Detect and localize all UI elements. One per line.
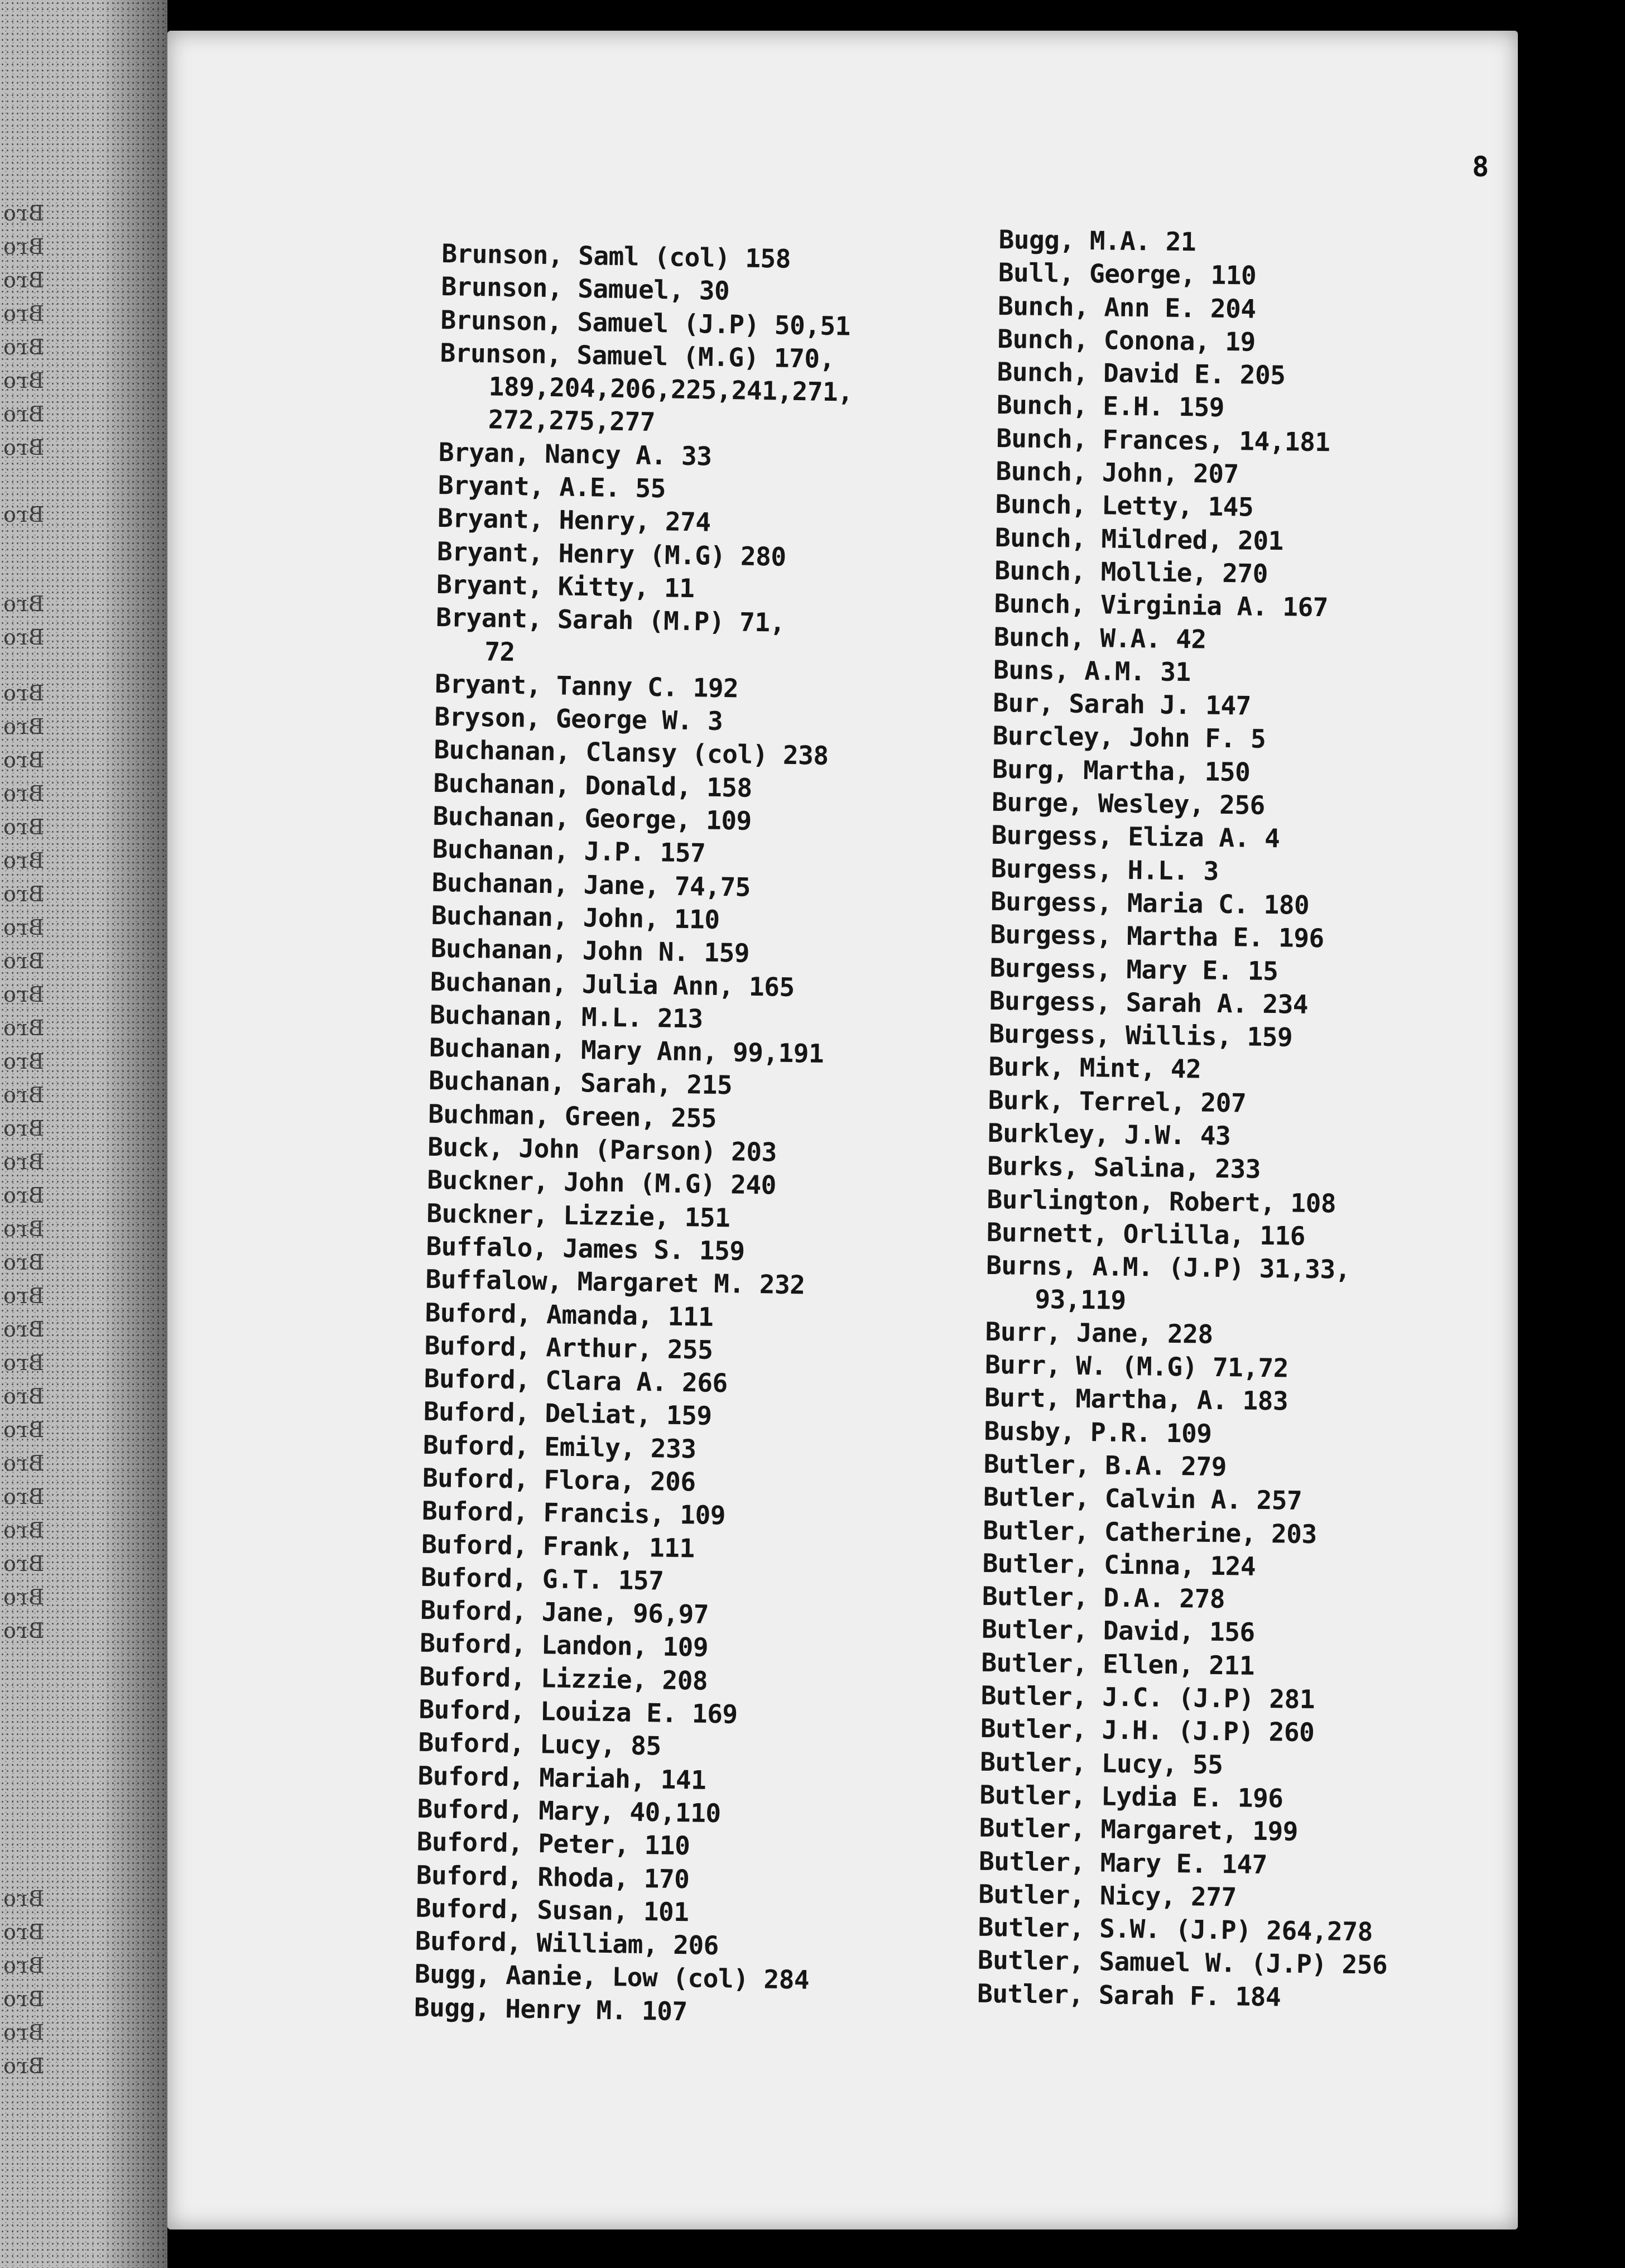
bleed-through-mark: Bro bbox=[2, 1484, 44, 1509]
bleed-through-mark: Bro bbox=[2, 1317, 44, 1342]
index-entry: Bunch, Mollie, 270 bbox=[994, 555, 1268, 589]
index-entry-continuation: 189,204,206,225,241,271, bbox=[488, 371, 853, 407]
index-entry: Buford, Frank, 111 bbox=[421, 1529, 695, 1563]
index-entry: Burgess, Willis, 159 bbox=[988, 1018, 1293, 1053]
index-entry: Buchanan, J.P. 157 bbox=[432, 834, 706, 868]
index-entry: Butler, Calvin A. 257 bbox=[983, 1482, 1302, 1516]
index-entry: Burcley, John F. 5 bbox=[992, 720, 1266, 755]
index-entry: Butler, Samuel W. (J.P) 256 bbox=[977, 1945, 1388, 1981]
bleed-through-mark: Bro bbox=[2, 268, 44, 292]
bleed-through-mark: Bro bbox=[2, 1250, 44, 1275]
index-entry: Buchanan, John N. 159 bbox=[430, 933, 750, 969]
bleed-through-mark: Bro bbox=[2, 592, 44, 616]
index-entry: Bur, Sarah J. 147 bbox=[993, 688, 1252, 721]
index-page bbox=[167, 31, 1518, 2229]
page-number: 8 bbox=[1472, 151, 1489, 183]
index-entry: Buck, John (Parson) 203 bbox=[427, 1131, 777, 1167]
index-entry: Butler, Cinna, 124 bbox=[982, 1548, 1256, 1582]
bleed-through-mark: Bro bbox=[2, 714, 44, 739]
index-entry: Buford, Louiza E. 169 bbox=[419, 1694, 738, 1729]
index-entry: Bryant, Kitty, 11 bbox=[436, 569, 695, 604]
index-entry: Buford, G.T. 157 bbox=[420, 1561, 664, 1596]
index-entry: Burg, Martha, 150 bbox=[992, 753, 1251, 787]
index-entry: Bryant, Sarah (M.P) 71, bbox=[435, 602, 786, 638]
index-entry: Buford, Francis, 109 bbox=[421, 1496, 726, 1531]
index-entry: Butler, S.W. (J.P) 264,278 bbox=[978, 1911, 1373, 1947]
index-entry: Bryan, Nancy A. 33 bbox=[438, 436, 712, 472]
index-entry: Buchanan, Mary Ann, 99,191 bbox=[429, 1032, 824, 1069]
index-entry: Burgess, Eliza A. 4 bbox=[991, 820, 1280, 854]
index-entry: Burk, Terrel, 207 bbox=[988, 1084, 1247, 1118]
bleed-through-mark: Bro bbox=[2, 1551, 44, 1576]
bleed-through-mark: Bro bbox=[2, 982, 44, 1007]
bleed-through-mark: Bro bbox=[2, 1116, 44, 1141]
index-entry: Buchanan, Jane, 74,75 bbox=[431, 867, 751, 902]
index-entry: Butler, B.A. 279 bbox=[983, 1448, 1227, 1482]
index-entry: Burge, Wesley, 256 bbox=[992, 786, 1266, 820]
index-entry: Bugg, Henry M. 107 bbox=[414, 1992, 688, 2027]
bleed-through-mark: Bro bbox=[2, 1284, 44, 1308]
bleed-through-mark: Bro bbox=[2, 848, 44, 873]
index-entry: Burgess, Mary E. 15 bbox=[989, 952, 1278, 986]
bleed-through-mark: Bro bbox=[2, 882, 44, 906]
index-entry: Bryant, Tanny C. 192 bbox=[435, 668, 739, 704]
bleed-through-mark: Bro bbox=[2, 1049, 44, 1074]
bleed-through-mark: Bro bbox=[2, 201, 44, 225]
index-entry: Bryant, Henry (M.G) 280 bbox=[436, 536, 786, 572]
index-entry: Butler, D.A. 278 bbox=[982, 1580, 1225, 1614]
index-entry: Burk, Mint, 42 bbox=[988, 1051, 1201, 1084]
index-entry: Buford, Emily, 233 bbox=[422, 1429, 696, 1464]
bleed-through-mark: Bro bbox=[2, 2020, 44, 2045]
index-entry: Buford, Susan, 101 bbox=[415, 1892, 689, 1928]
index-entry-continuation: 272,275,277 bbox=[488, 404, 656, 438]
index-entry: Bryant, Henry, 274 bbox=[437, 503, 711, 537]
index-entry: Buckner, Lizzie, 151 bbox=[426, 1198, 730, 1233]
bleed-through-mark: Bro bbox=[2, 1618, 44, 1643]
bleed-through-mark: Bro bbox=[2, 2054, 44, 2078]
index-entry: Bunch, Frances, 14,181 bbox=[996, 422, 1330, 458]
bleed-through-mark: Bro bbox=[2, 1987, 44, 2011]
index-entry: Burgess, Maria C. 180 bbox=[990, 886, 1310, 920]
index-entry: Bunch, Conona, 19 bbox=[997, 323, 1256, 357]
index-entry: Buford, Peter, 110 bbox=[416, 1826, 690, 1861]
index-entry: Burkley, J.W. 43 bbox=[987, 1117, 1231, 1151]
bleed-through-mark: Bro bbox=[2, 402, 44, 426]
index-entry: Butler, Mary E. 147 bbox=[978, 1846, 1268, 1880]
index-entry: Butler, Nicy, 277 bbox=[978, 1878, 1237, 1913]
bleed-through-mark: Bro bbox=[2, 368, 44, 393]
bleed-through-mark: Bro bbox=[2, 301, 44, 326]
index-entry: Buckner, John (M.G) 240 bbox=[427, 1165, 777, 1200]
bleed-through-mark: Bro bbox=[2, 1217, 44, 1241]
bleed-through-mark: Bro bbox=[2, 781, 44, 806]
index-entry: Burr, Jane, 228 bbox=[985, 1316, 1213, 1349]
index-entry: Burks, Salina, 233 bbox=[987, 1151, 1261, 1185]
index-entry: Burlington, Robert, 108 bbox=[987, 1184, 1336, 1219]
bleed-through-mark: Bro bbox=[2, 1150, 44, 1174]
index-entry: Bunch, David E. 205 bbox=[997, 357, 1286, 391]
index-entry: Buford, Mary, 40,110 bbox=[417, 1793, 722, 1829]
index-entry: Buchanan, John, 110 bbox=[431, 900, 720, 935]
bleed-through-mark: Bro bbox=[2, 1920, 44, 1944]
index-entry: Buford, Landon, 109 bbox=[420, 1628, 709, 1663]
index-entry: Bryant, A.E. 55 bbox=[438, 470, 666, 504]
bleed-through-mark: Bro bbox=[2, 1418, 44, 1442]
index-entry: Brunson, Samuel (M.G) 170, bbox=[440, 337, 835, 374]
index-entry: Buchanan, Clansy (col) 238 bbox=[434, 734, 829, 771]
bleed-through-mark: Bro bbox=[2, 681, 44, 705]
index-entry: Buchanan, Sarah, 215 bbox=[428, 1065, 733, 1101]
left-column bbox=[414, 237, 855, 2030]
index-entry: Buchanan, Donald, 158 bbox=[433, 767, 753, 803]
index-entry: Burgess, H.L. 3 bbox=[991, 853, 1219, 886]
index-entry-continuation: 93,119 bbox=[1035, 1284, 1126, 1315]
index-entry: Bugg, Aanie, Low (col) 284 bbox=[414, 1959, 810, 1996]
index-entry: Buford, Clara A. 266 bbox=[424, 1363, 728, 1399]
bleed-through-mark: Bro bbox=[2, 335, 44, 359]
bleed-through-mark: Bro bbox=[2, 915, 44, 940]
index-entry: Butler, David, 156 bbox=[981, 1614, 1256, 1648]
index-entry: Bunch, Letty, 145 bbox=[995, 489, 1254, 522]
index-entry: Butler, Lucy, 55 bbox=[979, 1746, 1223, 1780]
index-entry: Buford, Amanda, 111 bbox=[425, 1297, 714, 1332]
index-entry: Buford, Flora, 206 bbox=[422, 1462, 696, 1497]
bleed-through-mark: Bro bbox=[2, 435, 44, 460]
index-entry: Butler, Ellen, 211 bbox=[981, 1647, 1255, 1681]
index-entry: Busby, P.R. 109 bbox=[984, 1415, 1212, 1449]
index-entry: Buchman, Green, 255 bbox=[427, 1098, 717, 1133]
index-entry: Burns, A.M. (J.P) 31,33, bbox=[985, 1250, 1351, 1285]
index-entry: Butler, J.C. (J.P) 281 bbox=[980, 1680, 1315, 1715]
index-entry: Burgess, Sarah A. 234 bbox=[989, 985, 1309, 1020]
index-entry: Buford, Lizzie, 208 bbox=[419, 1661, 708, 1696]
index-entry: Buffalo, James S. 159 bbox=[426, 1231, 746, 1266]
bleed-through-mark: Bro bbox=[2, 949, 44, 973]
bleed-through-mark: Bro bbox=[2, 1183, 44, 1208]
gutter-shadow bbox=[100, 0, 167, 2268]
index-entry: Burr, W. (M.G) 71,72 bbox=[984, 1349, 1289, 1383]
bleed-through-mark: Bro bbox=[2, 1518, 44, 1543]
index-entry: Butler, Lydia E. 196 bbox=[979, 1779, 1283, 1814]
index-entry: Bryson, George W. 3 bbox=[434, 701, 723, 737]
bleed-through-mark: Bro bbox=[2, 502, 44, 527]
index-entry: Bugg, M.A. 21 bbox=[998, 224, 1196, 257]
index-entry: Buffalow, Margaret M. 232 bbox=[425, 1263, 805, 1300]
index-entry: Buford, Jane, 96,97 bbox=[420, 1594, 709, 1630]
bleed-through-mark: Bro bbox=[2, 1585, 44, 1609]
index-entry: Burnett, Orlilla, 116 bbox=[986, 1217, 1306, 1251]
bleed-through-mark: Bro bbox=[2, 1083, 44, 1107]
right-column bbox=[977, 223, 1408, 2015]
bleed-through-mark: Bro bbox=[2, 1016, 44, 1040]
index-entry: Bunch, E.H. 159 bbox=[996, 390, 1225, 423]
index-entry: Buford, William, 206 bbox=[415, 1925, 719, 1961]
index-entry: Bull, George, 110 bbox=[998, 257, 1257, 291]
index-entry: Buford, Lucy, 85 bbox=[418, 1727, 662, 1761]
index-entry: Bunch, W.A. 42 bbox=[993, 621, 1206, 655]
facing-page-edge bbox=[0, 0, 167, 2268]
index-entry: Buford, Deliat, 159 bbox=[423, 1396, 713, 1431]
index-entry: Buford, Arthur, 255 bbox=[424, 1330, 713, 1365]
index-entry: Bunch, John, 207 bbox=[996, 456, 1239, 489]
index-entry: Buford, Mariah, 141 bbox=[417, 1760, 706, 1795]
bleed-through-mark: Bro bbox=[2, 1384, 44, 1409]
index-entry: Buchanan, Julia Ann, 165 bbox=[430, 966, 795, 1002]
index-entry: Buns, A.M. 31 bbox=[993, 654, 1191, 688]
index-entry: Buford, Rhoda, 170 bbox=[416, 1859, 690, 1894]
index-entry: Butler, J.H. (J.P) 260 bbox=[980, 1713, 1315, 1748]
index-entry: Brunson, Samuel, 30 bbox=[441, 271, 730, 306]
index-entry: Brunson, Saml (col) 158 bbox=[441, 238, 791, 274]
index-entry: Butler, Catherine, 203 bbox=[983, 1515, 1317, 1549]
index-entry: Brunson, Samuel (J.P) 50,51 bbox=[440, 304, 851, 342]
index-entry: Butler, Sarah F. 184 bbox=[977, 1978, 1281, 2012]
index-entry: Burt, Martha, A. 183 bbox=[984, 1382, 1289, 1416]
bleed-through-mark: Bro bbox=[2, 1351, 44, 1375]
bleed-through-mark: Bro bbox=[2, 1451, 44, 1476]
index-entry: Buchanan, George, 109 bbox=[432, 800, 752, 836]
index-entry: Burgess, Martha E. 196 bbox=[990, 919, 1324, 954]
bleed-through-mark: Bro bbox=[2, 625, 44, 650]
bleed-through-mark: Bro bbox=[2, 1953, 44, 1978]
index-entry: Bunch, Ann E. 204 bbox=[997, 290, 1256, 324]
bleed-through-mark: Bro bbox=[2, 748, 44, 772]
index-entry-continuation: 72 bbox=[484, 636, 516, 667]
index-entry: Buchanan, M.L. 213 bbox=[429, 999, 703, 1034]
index-entry: Bunch, Virginia A. 167 bbox=[994, 588, 1329, 623]
index-entry: Bunch, Mildred, 201 bbox=[994, 522, 1284, 556]
index-entry: Butler, Margaret, 199 bbox=[979, 1813, 1299, 1847]
bleed-through-mark: Bro bbox=[2, 234, 44, 259]
bleed-through-mark: Bro bbox=[2, 815, 44, 839]
bleed-through-mark: Bro bbox=[2, 1886, 44, 1911]
